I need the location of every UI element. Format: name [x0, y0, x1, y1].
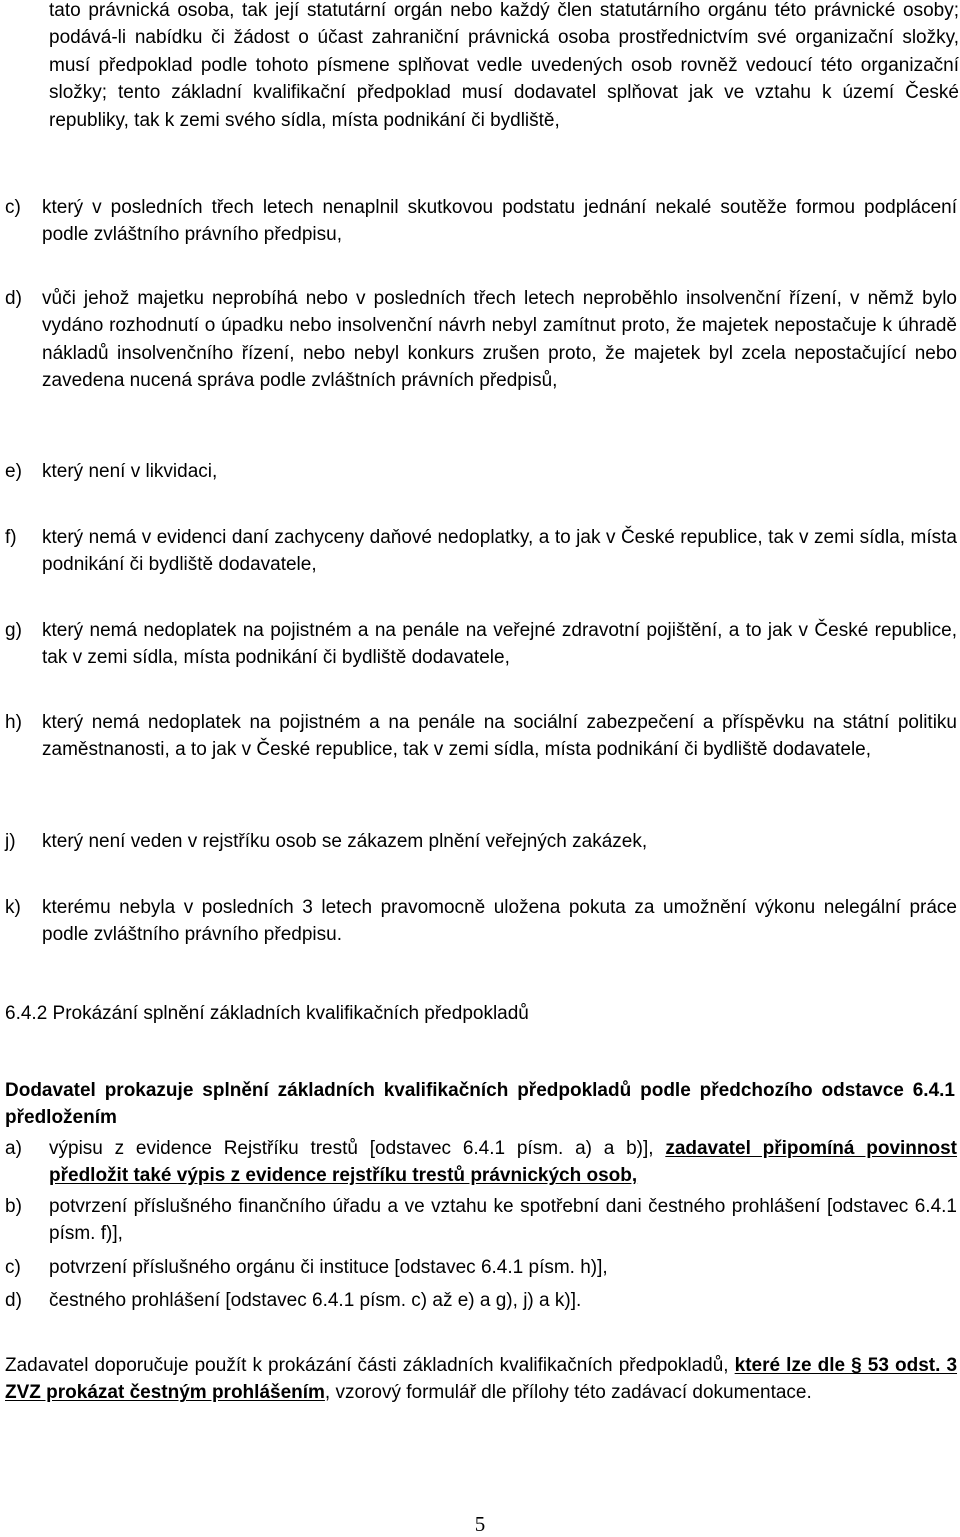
proof-item-label: b)	[5, 1196, 22, 1217]
list-item-label: g)	[5, 620, 22, 641]
proof-item-b	[5, 1193, 957, 1248]
bold-intro: Dodavatel prokazuje splnění základních kvalifikačních předpokladů podle předchozího odstavce 6.4.1 předložením	[5, 1080, 955, 1129]
list-item-label: e)	[5, 461, 22, 482]
proof-item-text: čestného prohlášení [odstavec 6.4.1 písm. c) až e) a g), j) a k)].	[49, 1290, 582, 1311]
closing-paragraph	[5, 1352, 957, 1407]
proof-item-text	[49, 1135, 957, 1190]
list-item-j	[5, 828, 957, 855]
list-item-text: kterému nebyla v posledních 3 letech pravomocně uložena pokuta za umožnění výkonu nelegální práce podle zvláštního právního předpisu.	[42, 897, 957, 946]
list-item-label: h)	[5, 712, 22, 733]
proof-item-a-emphasis: zadavatel připomíná povinnost předložit také výpis z evidence rejstříku trestů právnických osob,	[49, 1138, 958, 1187]
list-item-g	[5, 617, 957, 672]
continuation-paragraph: tato právnická osoba, tak její statutární orgán nebo každý člen statutárního orgánu této právnické osoby; podává-li nabídku či žádost o účast zahraniční právnická osoba prostřednictvím své organizační složky, musí předpoklad podle tohoto písmene splňovat vedle uvedených osob rovněž vedoucí této organizační složky; tento základní kvalifikační předpoklad musí dodavatel splňovat jak ve vztahu k území České republiky, tak k zemi svého sídla, místa podnikání či bydliště,	[49, 0, 959, 131]
page-number: 5	[474, 1512, 486, 1536]
list-item-label: d)	[5, 288, 22, 309]
list-item-text: který v posledních třech letech nenaplnil skutkovou podstatu jednání nekalé soutěže formou podplácení podle zvláštního právního předpisu,	[42, 197, 957, 246]
list-item-text: který není v likvidaci,	[42, 461, 218, 482]
list-item-d	[5, 285, 957, 395]
closing-text-end: , vzorový formulář dle přílohy této zadávací dokumentace.	[324, 1382, 812, 1404]
list-item-f	[5, 524, 957, 579]
list-item-text: který nemá v evidenci daní zachyceny daňové nedoplatky, a to jak v České republice, tak v zemi sídla, místa podnikání či bydliště dodavatele,	[42, 527, 957, 576]
section-heading: 6.4.2 Prokázání splnění základních kvalifikačních předpokladů	[5, 1003, 529, 1024]
list-item-c	[5, 194, 957, 249]
list-item-label: k)	[5, 897, 21, 918]
list-item-text: který nemá nedoplatek na pojistném a na penále na veřejné zdravotní pojištění, a to jak v České republice, tak v zemi sídla, místa podnikání či bydliště dodavatele,	[42, 620, 957, 669]
proof-item-d	[5, 1287, 957, 1314]
list-item-h	[5, 709, 957, 764]
closing-emphasis: které lze dle § 53 odst. 3 ZVZ prokázat čestným prohlášením	[5, 1355, 958, 1404]
list-item-e	[5, 458, 957, 485]
proof-item-text: potvrzení příslušného orgánu či instituce [odstavec 6.4.1 písm. h)],	[49, 1257, 608, 1278]
list-item-text: který není veden v rejstříku osob se zákazem plnění veřejných zakázek,	[42, 831, 648, 852]
proof-item-a	[5, 1135, 957, 1190]
list-item-label: c)	[5, 197, 21, 218]
proof-item-label: d)	[5, 1290, 22, 1311]
proof-item-text: potvrzení příslušného finančního úřadu a ve vztahu ke spotřební dani čestného prohlášení [odstavec 6.4.1 písm. f)],	[49, 1196, 957, 1245]
proof-item-label: c)	[5, 1257, 21, 1278]
list-item-label: f)	[5, 527, 17, 548]
list-item-text: který nemá nedoplatek na pojistném a na penále na sociální zabezpečení a příspěvku na státní politiku zaměstnanosti, a to jak v České republice, tak v zemi sídla, místa podnikání či bydliště dodavatele,	[42, 712, 957, 761]
proof-item-label: a)	[5, 1138, 22, 1159]
list-item-text: vůči jehož majetku neprobíhá nebo v posledních třech letech neproběhlo insolvenční řízení, v němž bylo vydáno rozhodnutí o úpadku nebo insolvenční návrh nebyl zamítnut proto, že majetek nepostačuje k úhradě nákladů insolvenčního řízení, nebo nebyl konkurs zrušen proto, že majetek byl zcela nepostačující nebo zavedena nucená správa podle zvláštních právních předpisů,	[42, 288, 957, 392]
list-item-label: j)	[5, 831, 16, 852]
closing-text-start: Zadavatel doporučuje použít k prokázání části základních kvalifikačních předpokladů,	[5, 1355, 729, 1376]
list-item-k	[5, 894, 957, 949]
proof-item-c	[5, 1254, 957, 1281]
proof-item-a-text: výpisu z evidence Rejstříku trestů [odstavec 6.4.1 písm. a) a b)],	[49, 1138, 654, 1159]
